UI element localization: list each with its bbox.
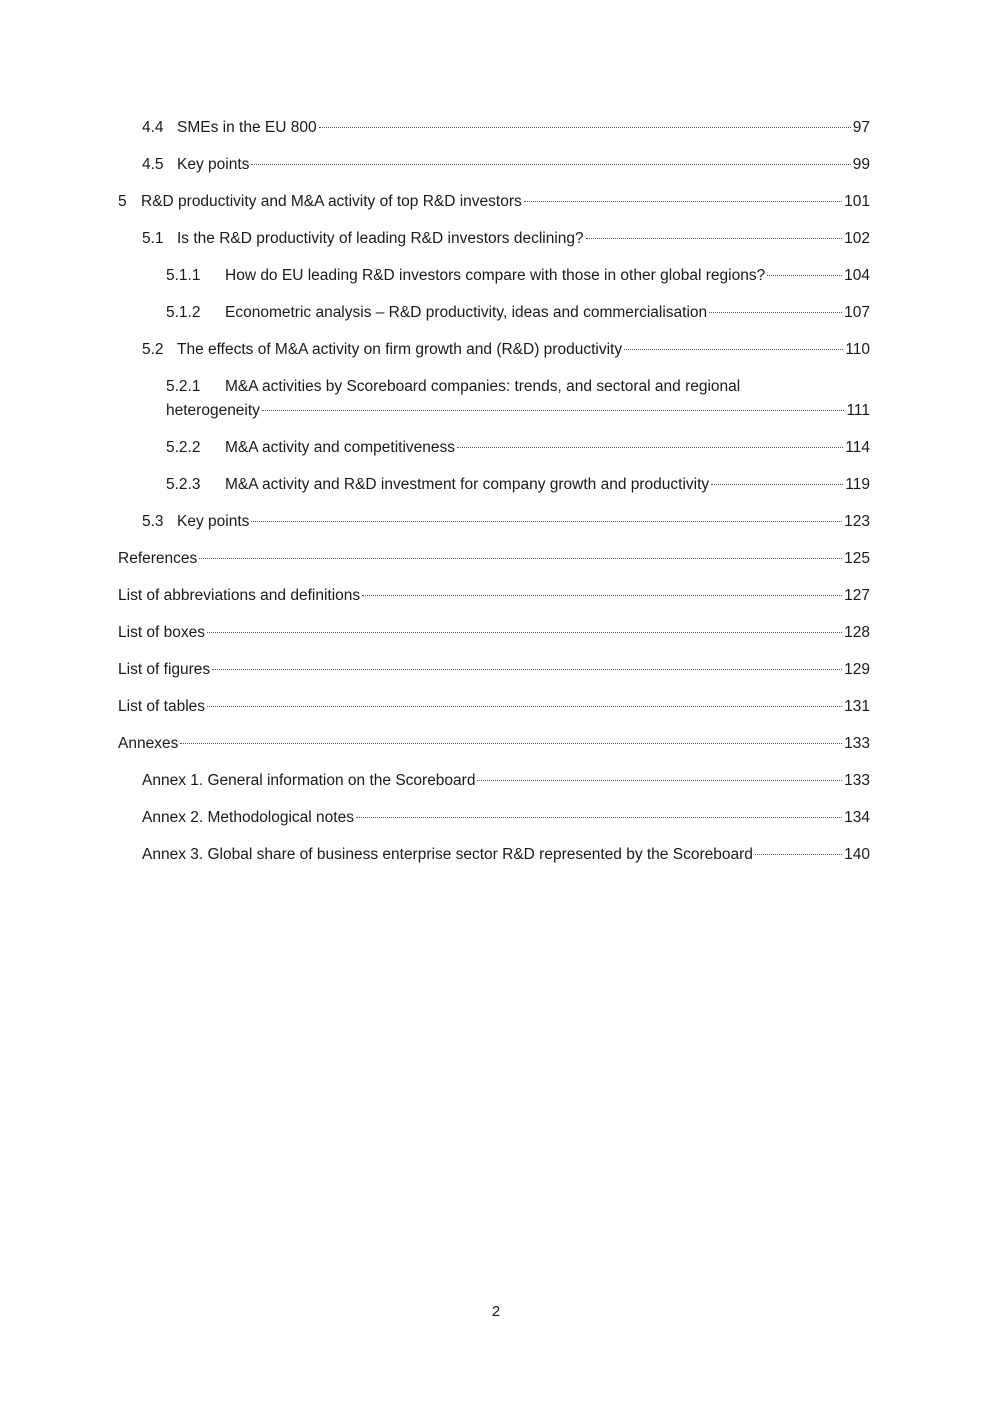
toc-entry[interactable] [142, 806, 870, 830]
toc-entry-page: 131 [844, 698, 870, 715]
toc-entry[interactable] [118, 695, 870, 719]
toc-entry-title: Annexes [118, 735, 179, 752]
dot-leader [457, 447, 843, 448]
toc-entry-number: 5.2.1 [166, 378, 201, 395]
toc-entry-page: 104 [844, 267, 870, 284]
toc-entry-page: 110 [845, 341, 870, 358]
toc-entry-page: 123 [844, 513, 870, 530]
dot-leader [319, 127, 851, 128]
dot-leader [362, 595, 842, 596]
toc-entry[interactable] [142, 769, 870, 793]
toc-entry[interactable] [142, 843, 870, 867]
toc-entry-title: Annex 2. Methodological notes [142, 809, 354, 826]
toc-entry-page: 102 [844, 230, 870, 247]
toc-entry-title: Is the R&D productivity of leading R&D investors declining? [177, 230, 584, 247]
toc-entry[interactable] [166, 264, 870, 288]
toc-entry-title: M&A activity and R&D investment for company growth and productivity [225, 476, 710, 493]
toc-entry-title: List of tables [118, 698, 206, 715]
dot-leader [356, 817, 842, 818]
dot-leader [212, 669, 842, 670]
toc-entry[interactable] [118, 547, 870, 571]
toc-entry-title: List of abbreviations and definitions [118, 587, 361, 604]
dot-leader [711, 484, 843, 485]
toc-entry-title: SMEs in the EU 800 [177, 119, 317, 136]
toc-entry-title: M&A activity and competitiveness [225, 439, 456, 456]
toc-entry[interactable] [142, 510, 870, 534]
toc-entry[interactable] [142, 227, 870, 251]
toc-entry-title: List of boxes [118, 624, 206, 641]
toc-entry-title: R&D productivity and M&A activity of top R&D investors [141, 193, 522, 210]
toc-entry[interactable] [166, 375, 870, 423]
toc-entry-title: Econometric analysis – R&D productivity, ideas and commercialisation [225, 304, 708, 321]
toc-entry[interactable] [166, 436, 870, 460]
toc-entry[interactable] [118, 621, 870, 645]
toc-entry-title: M&A activities by Scoreboard companies: trends, and sectoral and regional [225, 378, 741, 395]
toc-entry-number: 5.1.1 [166, 267, 201, 284]
dot-leader [524, 201, 842, 202]
dot-leader [624, 349, 843, 350]
toc-entry-page: 133 [844, 735, 870, 752]
toc-entry[interactable] [118, 658, 870, 682]
toc-entry[interactable] [142, 338, 870, 362]
toc-entry-number: 5.1 [142, 230, 164, 247]
toc-entry-title: List of figures [118, 661, 211, 678]
toc-entry[interactable] [118, 584, 870, 608]
toc-entry-number: 5.1.2 [166, 304, 201, 321]
dot-leader [767, 275, 842, 276]
toc-entry-number: 5.2 [142, 341, 164, 358]
dot-leader [477, 780, 842, 781]
toc-entry-title: References [118, 550, 198, 567]
toc-entry-page: 133 [844, 772, 870, 789]
toc-entry-page: 101 [844, 193, 870, 210]
toc-entry-title-continued: heterogeneity [166, 402, 260, 419]
toc-entry[interactable] [118, 190, 870, 214]
dot-leader [709, 312, 842, 313]
toc-entry-title: The effects of M&A activity on firm growth and (R&D) productivity [177, 341, 623, 358]
toc-entry-number: 4.4 [142, 119, 164, 136]
toc-entry-page: 125 [844, 550, 870, 567]
toc-entry-page: 111 [846, 402, 870, 419]
toc-entry[interactable] [166, 301, 870, 325]
toc-entry-page: 107 [844, 304, 870, 321]
dot-leader [207, 632, 842, 633]
dot-leader [251, 521, 842, 522]
toc-entry-number: 4.5 [142, 156, 164, 173]
toc-entry-title: Key points [177, 513, 250, 530]
toc-entry[interactable] [118, 732, 870, 756]
toc-entry-page: 127 [844, 587, 870, 604]
dot-leader [755, 854, 842, 855]
toc-entry[interactable] [142, 153, 870, 177]
toc-entry-number: 5.3 [142, 513, 164, 530]
toc-entry[interactable] [142, 116, 870, 140]
dot-leader [180, 743, 842, 744]
toc-entry-page: 99 [852, 156, 870, 173]
dot-leader [251, 164, 850, 165]
toc-entry-title: Annex 1. General information on the Scoreboard [142, 772, 476, 789]
toc-entry-number: 5.2.3 [166, 476, 201, 493]
toc-entry-page: 129 [844, 661, 870, 678]
toc-entry-page: 140 [844, 846, 870, 863]
toc-entry-page: 134 [844, 809, 870, 826]
toc-entry-page: 128 [844, 624, 870, 641]
toc-entry-title: Annex 3. Global share of business enterprise sector R&D represented by the Scoreboard [142, 846, 753, 863]
toc-entry-number: 5 [118, 193, 127, 210]
toc-entry-page: 119 [845, 476, 870, 493]
table-of-contents [118, 116, 870, 880]
toc-entry-title: Key points [177, 156, 250, 173]
page-number: 2 [491, 1303, 501, 1320]
toc-entry-number: 5.2.2 [166, 439, 201, 456]
toc-entry-page: 114 [845, 439, 870, 456]
dot-leader [207, 706, 842, 707]
dot-leader [586, 238, 842, 239]
toc-entry[interactable] [166, 473, 870, 497]
dot-leader [262, 410, 845, 411]
toc-entry-title: How do EU leading R&D investors compare with those in other global regions? [225, 267, 766, 284]
dot-leader [199, 558, 842, 559]
toc-entry-page: 97 [852, 119, 870, 136]
